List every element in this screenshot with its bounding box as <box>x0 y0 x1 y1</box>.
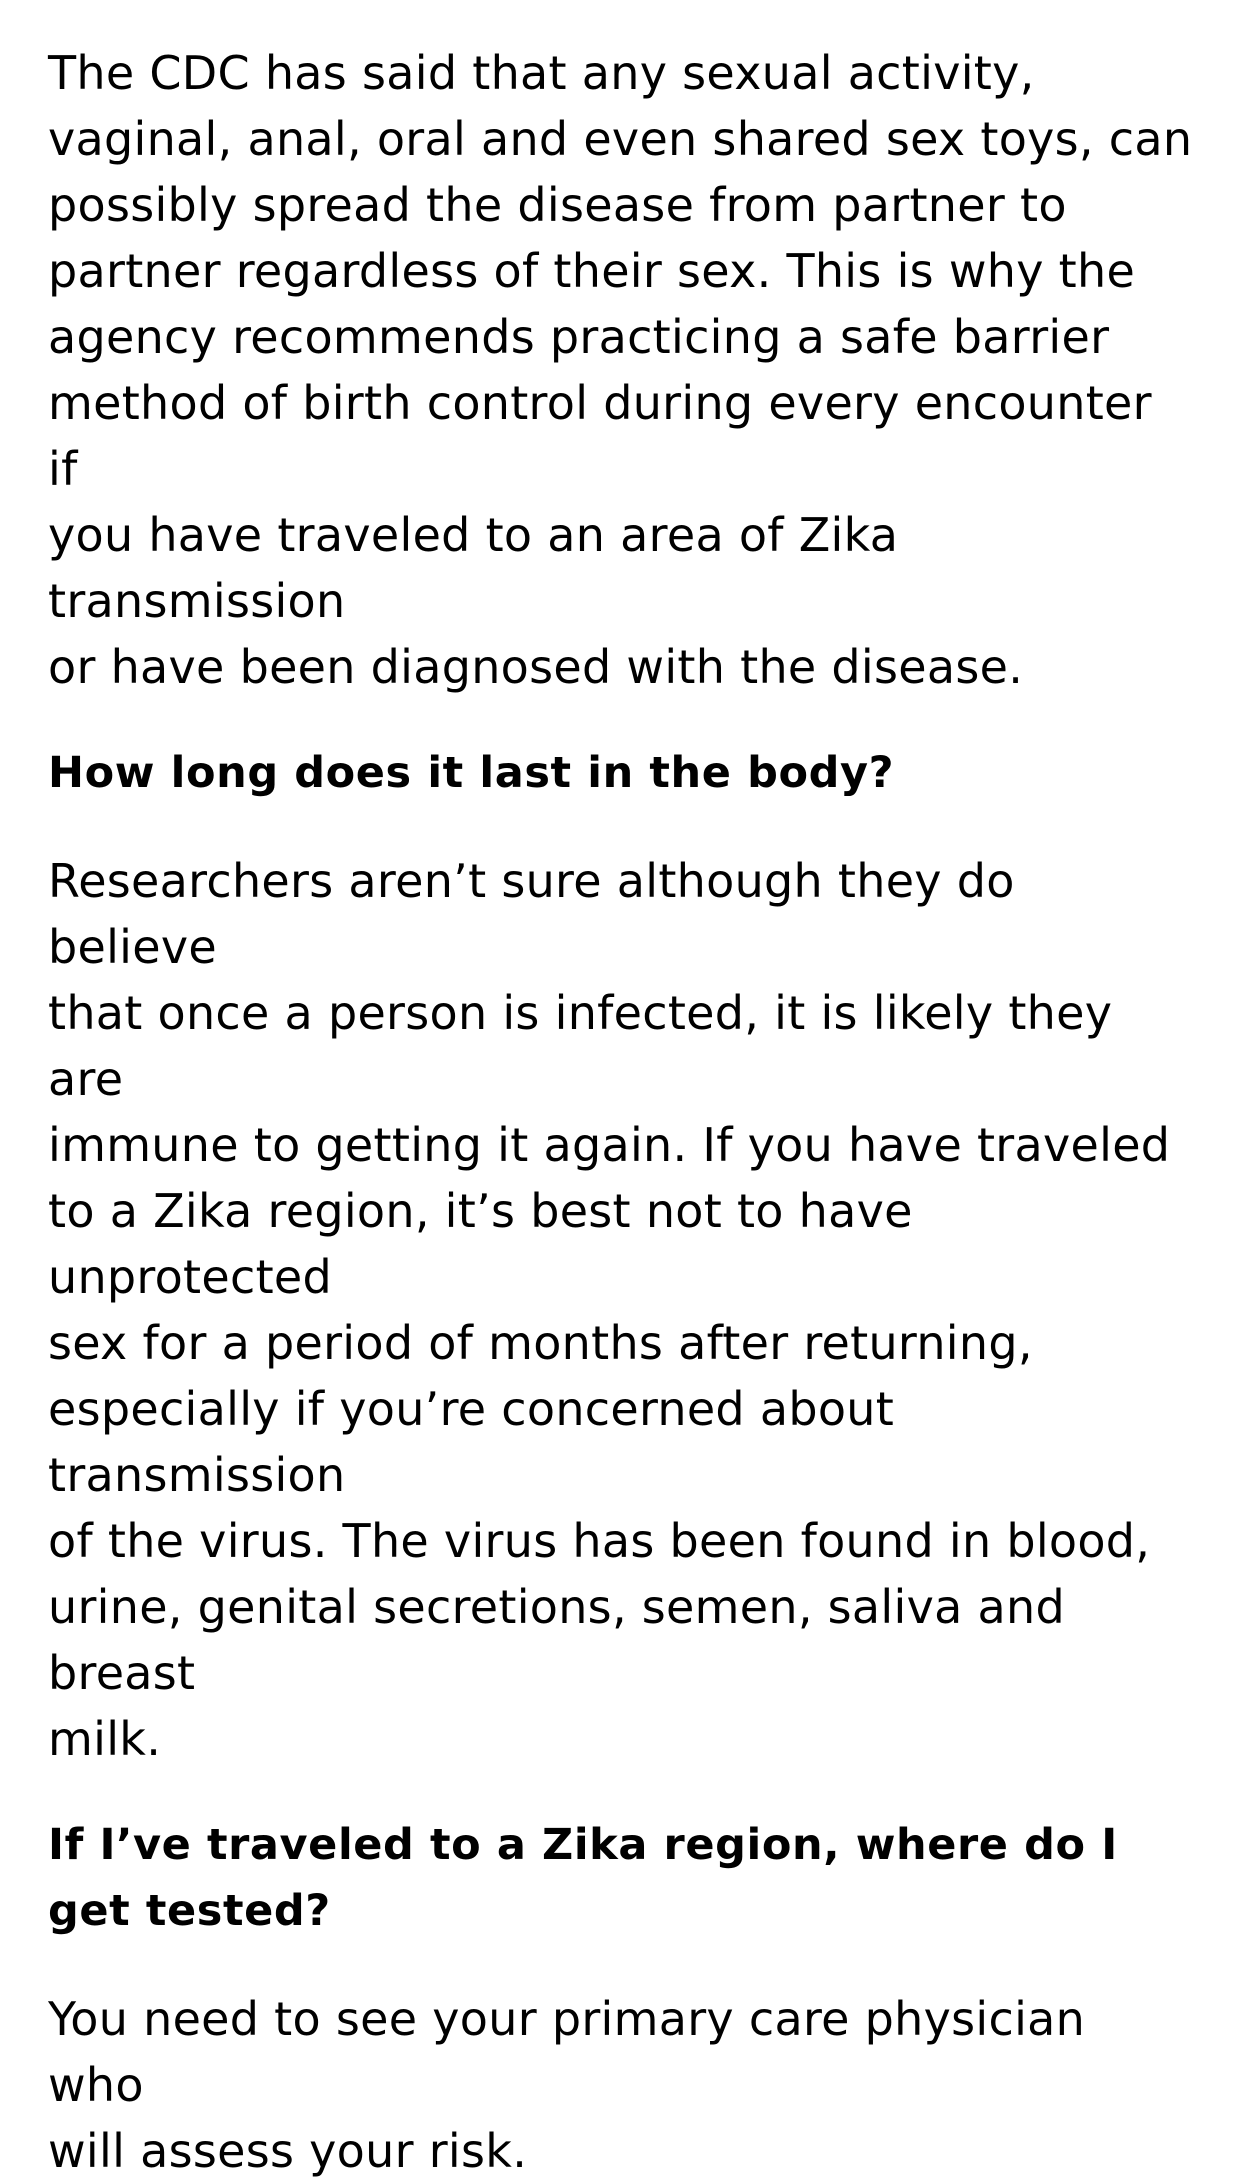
article-paragraph-testing: You need to see your primary care physician who will assess your risk. <box>48 1992 1086 2178</box>
article-paragraph-transmission: The CDC has said that any sexual activity, vaginal, anal, oral and even shared sex toys, can possibly spread the disease from partner to partner regardless of their sex. This is why the agency recommends practicing a safe barrier method of birth control during every encounter if you have traveled to an area of Zika transmission or have been diagnosed with the disease. <box>48 46 1193 694</box>
section-heading-testing: If I’ve traveled to a Zika region, where do I get tested? <box>48 1820 1118 1936</box>
article-paragraph-duration: Researchers aren’t sure although they do believe that once a person is infected, it is likely they are immune to getting it again. If you have traveled to a Zika region, it’s best not to have unprotected sex for a period of months after returning, especially if you’re concerned about transmission of the virus. The virus has been found in blood, urine, genital secretions, semen, saliva and breast milk. <box>48 854 1171 1766</box>
section-heading-duration: How long does it last in the body? <box>48 748 895 798</box>
